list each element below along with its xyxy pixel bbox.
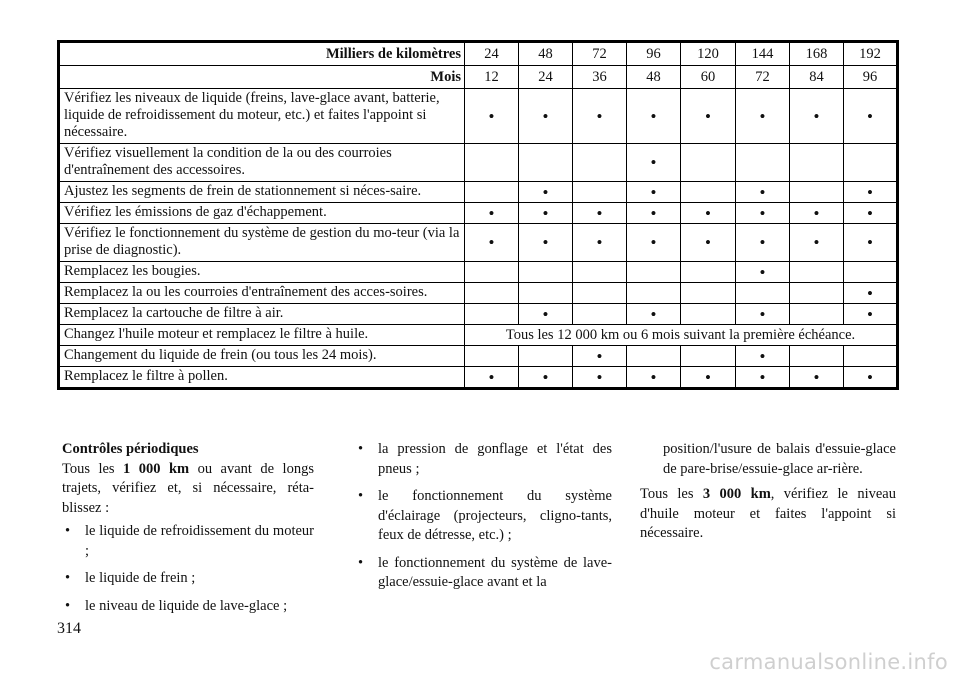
header-month-value: 12 bbox=[465, 66, 519, 89]
table-row bbox=[59, 262, 898, 283]
header-month-value: 60 bbox=[681, 66, 736, 89]
header-km-value: 48 bbox=[519, 42, 573, 66]
maintenance-schedule-table bbox=[57, 40, 899, 390]
empty-cell bbox=[519, 346, 573, 367]
row-description: Remplacez la ou les courroies d'entraînement des acces-soires. bbox=[59, 283, 465, 304]
service-bullet: • bbox=[790, 224, 844, 262]
empty-cell bbox=[844, 262, 898, 283]
header-row-km bbox=[59, 42, 898, 66]
empty-cell bbox=[790, 283, 844, 304]
empty-cell bbox=[519, 262, 573, 283]
service-bullet: • bbox=[736, 203, 790, 224]
empty-cell bbox=[736, 283, 790, 304]
service-bullet: • bbox=[627, 144, 681, 182]
empty-cell bbox=[681, 144, 736, 182]
empty-cell bbox=[573, 144, 627, 182]
empty-cell bbox=[790, 346, 844, 367]
empty-cell bbox=[465, 283, 519, 304]
row-description: Vérifiez les niveaux de liquide (freins, lave-glace avant, batterie, liquide de refroidissement du moteur, etc.) et faites l'appoint si nécessaire. bbox=[59, 89, 465, 144]
service-bullet: • bbox=[790, 203, 844, 224]
service-bullet: • bbox=[573, 89, 627, 144]
service-bullet: • bbox=[736, 346, 790, 367]
checks-column-1 bbox=[62, 440, 314, 616]
empty-cell bbox=[573, 262, 627, 283]
empty-cell bbox=[627, 262, 681, 283]
row-description: Vérifiez visuellement la condition de la ou des courroies d'entraînement des accessoires. bbox=[59, 144, 465, 182]
service-bullet: • bbox=[573, 367, 627, 389]
list-item: • le liquide de frein ; bbox=[62, 569, 314, 589]
header-km-value: 72 bbox=[573, 42, 627, 66]
service-bullet: • bbox=[519, 304, 573, 325]
service-bullet: • bbox=[736, 262, 790, 283]
service-bullet: • bbox=[681, 203, 736, 224]
section-heading: Contrôles périodiques bbox=[62, 441, 199, 457]
watermark: carmanualsonline.info bbox=[709, 650, 948, 674]
header-months-label: Mois bbox=[59, 66, 465, 89]
empty-cell bbox=[844, 144, 898, 182]
header-month-value: 96 bbox=[844, 66, 898, 89]
header-km-value: 192 bbox=[844, 42, 898, 66]
empty-cell bbox=[627, 283, 681, 304]
header-month-value: 36 bbox=[573, 66, 627, 89]
interval-1000km: 1 000 km bbox=[123, 460, 190, 477]
header-row-months bbox=[59, 66, 898, 89]
table-row bbox=[59, 89, 898, 144]
oil-check-paragraph: Tous les 3 000 km, vérifiez le niveau d'huile moteur et faites l'appoint si nécessaire. bbox=[640, 486, 896, 541]
list-item: • la pression de gonflage et l'état des pneus ; bbox=[355, 440, 612, 479]
service-bullet: • bbox=[573, 203, 627, 224]
empty-cell bbox=[465, 304, 519, 325]
empty-cell bbox=[790, 304, 844, 325]
service-bullet: • bbox=[519, 367, 573, 389]
service-bullet: • bbox=[627, 89, 681, 144]
service-bullet: • bbox=[573, 224, 627, 262]
header-month-value: 84 bbox=[790, 66, 844, 89]
row-description: Remplacez le filtre à pollen. bbox=[59, 367, 465, 389]
empty-cell bbox=[681, 304, 736, 325]
empty-cell bbox=[627, 346, 681, 367]
empty-cell bbox=[465, 346, 519, 367]
empty-cell bbox=[681, 346, 736, 367]
service-bullet: • bbox=[844, 304, 898, 325]
empty-cell bbox=[573, 283, 627, 304]
service-bullet: • bbox=[736, 367, 790, 389]
header-month-value: 48 bbox=[627, 66, 681, 89]
list-item: • le fonctionnement du système de lave-glace/essuie-glace avant et la bbox=[355, 554, 612, 593]
service-bullet: • bbox=[736, 224, 790, 262]
list-item-continuation: position/l'usure de balais d'essuie-glace de pare-brise/essuie-glace ar-rière. bbox=[663, 441, 896, 477]
service-bullet: • bbox=[844, 367, 898, 389]
service-bullet: • bbox=[627, 304, 681, 325]
service-bullet: • bbox=[627, 224, 681, 262]
header-month-value: 24 bbox=[519, 66, 573, 89]
table-row bbox=[59, 325, 898, 346]
checks-list-2 bbox=[355, 440, 612, 593]
table-row bbox=[59, 224, 898, 262]
service-bullet: • bbox=[519, 224, 573, 262]
service-bullet: • bbox=[736, 304, 790, 325]
empty-cell bbox=[736, 144, 790, 182]
empty-cell bbox=[681, 262, 736, 283]
row-description: Remplacez la cartouche de filtre à air. bbox=[59, 304, 465, 325]
service-bullet: • bbox=[465, 203, 519, 224]
table-row bbox=[59, 367, 898, 389]
empty-cell bbox=[790, 262, 844, 283]
service-bullet: • bbox=[573, 346, 627, 367]
service-bullet: • bbox=[681, 89, 736, 144]
header-km-value: 144 bbox=[736, 42, 790, 66]
row-interval-note: Tous les 12 000 km ou 6 mois suivant la première échéance. bbox=[465, 325, 898, 346]
table-row bbox=[59, 182, 898, 203]
table-row bbox=[59, 283, 898, 304]
header-km-value: 120 bbox=[681, 42, 736, 66]
header-month-value: 72 bbox=[736, 66, 790, 89]
empty-cell bbox=[465, 262, 519, 283]
service-bullet: • bbox=[736, 89, 790, 144]
service-bullet: • bbox=[790, 367, 844, 389]
list-item: • le fonctionnement du système d'éclairage (projecteurs, cligno-tants, feux de détresse, etc.) ; bbox=[355, 487, 612, 546]
service-bullet: • bbox=[627, 182, 681, 203]
service-bullet: • bbox=[681, 367, 736, 389]
service-bullet: • bbox=[736, 182, 790, 203]
service-bullet: • bbox=[844, 203, 898, 224]
service-bullet: • bbox=[844, 224, 898, 262]
service-bullet: • bbox=[844, 182, 898, 203]
table-row bbox=[59, 144, 898, 182]
service-bullet: • bbox=[790, 89, 844, 144]
row-description: Vérifiez les émissions de gaz d'échappement. bbox=[59, 203, 465, 224]
checks-intro: Tous les 1 000 km ou avant de longs trajets, vérifiez et, si nécessaire, réta-blissez : bbox=[62, 460, 314, 516]
service-bullet: • bbox=[465, 367, 519, 389]
header-km-value: 168 bbox=[790, 42, 844, 66]
list-item: • le niveau de liquide de lave-glace ; bbox=[62, 597, 314, 617]
checks-column-3 bbox=[640, 440, 896, 544]
page-number: 314 bbox=[57, 620, 81, 637]
table-row bbox=[59, 346, 898, 367]
empty-cell bbox=[681, 283, 736, 304]
interval-3000km: 3 000 km bbox=[702, 486, 771, 502]
checks-list-1 bbox=[62, 522, 314, 616]
empty-cell bbox=[573, 304, 627, 325]
service-bullet: • bbox=[844, 283, 898, 304]
empty-cell bbox=[790, 144, 844, 182]
row-description: Changez l'huile moteur et remplacez le filtre à huile. bbox=[59, 325, 465, 346]
row-description: Vérifiez le fonctionnement du système de gestion du mo-teur (via la prise de diagnostic). bbox=[59, 224, 465, 262]
empty-cell bbox=[519, 283, 573, 304]
header-km-value: 24 bbox=[465, 42, 519, 66]
service-bullet: • bbox=[465, 89, 519, 144]
row-description: Ajustez les segments de frein de stationnement si néces-saire. bbox=[59, 182, 465, 203]
table-row bbox=[59, 304, 898, 325]
header-km-value: 96 bbox=[627, 42, 681, 66]
empty-cell bbox=[681, 182, 736, 203]
list-item: • le liquide de refroidissement du moteur ; bbox=[62, 522, 314, 561]
service-bullet: • bbox=[519, 182, 573, 203]
service-bullet: • bbox=[844, 89, 898, 144]
table-row bbox=[59, 203, 898, 224]
empty-cell bbox=[465, 144, 519, 182]
row-description: Changement du liquide de frein (ou tous les 24 mois). bbox=[59, 346, 465, 367]
empty-cell bbox=[573, 182, 627, 203]
service-bullet: • bbox=[627, 367, 681, 389]
service-bullet: • bbox=[465, 224, 519, 262]
empty-cell bbox=[519, 144, 573, 182]
empty-cell bbox=[790, 182, 844, 203]
service-bullet: • bbox=[519, 89, 573, 144]
empty-cell bbox=[465, 182, 519, 203]
checks-column-2 bbox=[355, 440, 612, 593]
header-km-label: Milliers de kilomètres bbox=[59, 42, 465, 66]
service-bullet: • bbox=[681, 224, 736, 262]
row-description: Remplacez les bougies. bbox=[59, 262, 465, 283]
empty-cell bbox=[844, 346, 898, 367]
service-bullet: • bbox=[519, 203, 573, 224]
service-bullet: • bbox=[627, 203, 681, 224]
